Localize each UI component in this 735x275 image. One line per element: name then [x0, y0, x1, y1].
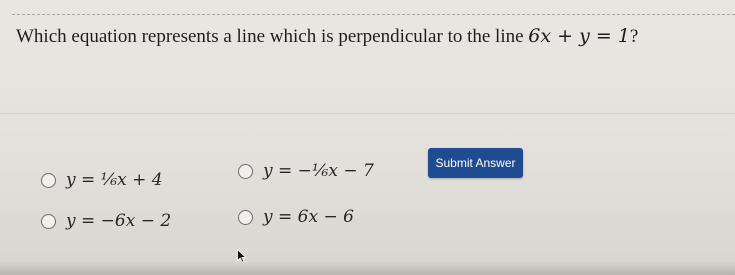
option-label: y = 6x − 6: [263, 207, 354, 227]
answer-option-d[interactable]: [238, 207, 354, 227]
bottom-shadow: [0, 261, 735, 275]
radio-button[interactable]: [238, 164, 253, 179]
option-label: y = −6x − 2: [66, 211, 172, 231]
option-label: y = −¹⁄₆x − 7: [263, 161, 374, 181]
top-divider: [12, 14, 735, 15]
answer-option-a[interactable]: [41, 170, 163, 190]
question-suffix: ?: [629, 26, 639, 47]
answer-option-b[interactable]: [238, 161, 374, 181]
radio-button[interactable]: [41, 173, 56, 188]
submit-answer-button[interactable]: Submit Answer: [428, 148, 523, 178]
answer-option-c[interactable]: [41, 211, 171, 231]
question-text: [16, 25, 731, 48]
section-divider: [0, 113, 735, 114]
radio-button[interactable]: [238, 210, 253, 225]
question-equation: 6x + y = 1: [528, 25, 630, 47]
radio-button[interactable]: [41, 214, 56, 229]
question-prefix: Which equation represents a line which is perpendicular to the line: [16, 26, 529, 47]
option-label: y = ¹⁄₆x + 4: [66, 170, 163, 190]
